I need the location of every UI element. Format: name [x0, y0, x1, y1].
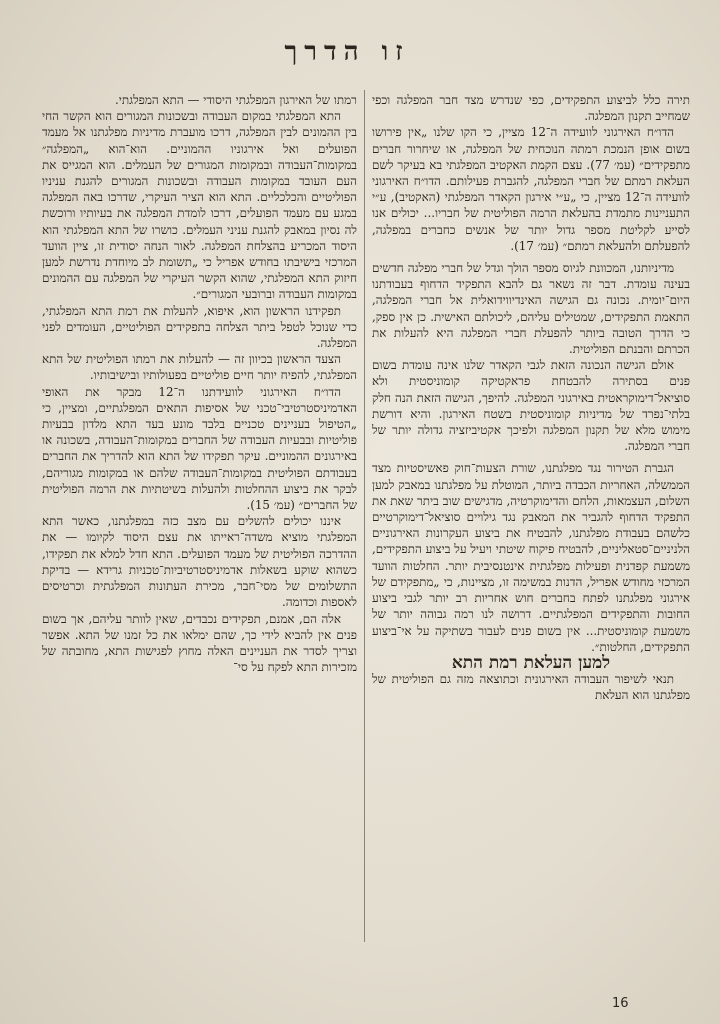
paragraph: הדו״ח האירגוני לוועידתנו ה־12 מבקר את האופי האדמיניסטרטיבי־טכני של אסיפות התאים המפלגתיים, ומציין, כי „הטיפול בעניינים טכניים בלבד מונע בעד התא מלדון בבעיות פוליטיות ובבעיות העבודה של החברים במקומות־העבודה, בשכונה או באירגונים ההמוניים. עיקר תפקידו של התא הוא להדריך את החברים בעבודתם הפוליטית במקומות־העבודה שלהם או במקומות מגוריהם, לבקר את ביצוע ההחלטות ולהעלות בשיטתיות את הרמה הפוליטית של החברים״ (עמ׳ 15). — [42, 384, 357, 513]
paragraph: הדו״ח האירגוני לוועידה ה־12 מציין, כי הקו שלנו „אין פירושו בשום אופן הנמכת רמתה הנוכחית של המפלגה, או שיחרור חברים מתפקידים״ (עמ׳ 77). עצם הקמת האקטיב המפלגתי בא בעיקר לשם העלאת רמתם של חברי המפלגה, להגברת פעילותם. הדו״ח האירגוני לוועידה ה־12 מציין, כי „ע״י אירגון הקאדר המפלגתי (האקטיב), ע״י התעניינות מתמדת בהעלאת הרמה הפוליטית של חבריו... יכולים אנו לסייע לקליטת מספר גדול יותר של אנשים כחברים במפלגה, להפעלתם ולהעלאת רמתם״ (עמ׳ 17). — [372, 125, 690, 253]
paragraph: תירה כלל לביצוע התפקידים, כפי שנדרש מצד חבר המפלגה וכפי שמחייב תקנון המפלגה. — [372, 93, 690, 124]
paragraph: הצעד הראשון בכיוון זה — להעלות את רמתו הפוליטית של התא המפלגתי, להפיח יותר חיים פוליטיים בפעולותיו ובישיבותיו. — [42, 352, 357, 383]
paragraph: מדיניותנו, המכוונת לגיוס מספר הולך וגדל של חברי מפלגה חדשים בעינה עומדת. דבר זה נשאר גם להבא התפקיד הדחוף בעבודתנו היום־יומית. נכונה גם הגישה האינדיווידואלית אל חברי המפלגה, התאמת התפקידים, שמטילים עליהם, ליכולתם האישית. כן אין ספק, כי הדרך הטובה ביותר להפעלת חברי המפלגה היא להעלות את הכרתם והבנתם הפוליטית. — [372, 261, 690, 357]
section-heading: למען העלאת רמת התא — [451, 652, 611, 673]
page-number: 16 — [612, 996, 629, 1011]
paragraph: הגברת הטירור נגד מפלגתנו, שורת הצעות־חוק פאשיסטיות מצד הממשלה, האחריות הכבדה ביותר, המוטלת על מפלגתנו במאבק למען השלום, העצמאות, הלחם והדימוקרטיה, מדגישים שוב ביתר שאת את התפקיד הדחוף להגביר את המאבק נגד גילויים סוציאל־דימוקרטיים כלשהם בעבודת מפלגתנו, להבטיח את ביצוע העקרונות האירגוניים הלניניים־סטאליניים, להבטיח פיקוח שיטתי ויעיל על ביצוע התפקידים, משמעת קפדנית ופעילות מפלגתית אינטנסיבית יותר. החלטות הוועד המרכזי מחודש אפריל, הדנות במשימה זו, מציינות, כי „מתפקידם של אירגוני מפלגתנו לפתח בחברים חוש אחריות רב יותר לגבי ביצוע החובות והתפקידים המפלגתיים. דרושה לנו רמה גבוהה יותר של משמעת קומוניסטית... אין בשום פנים לעבור בשתיקה על אי־ביצוע התפקידים, החלטות״. — [372, 461, 690, 654]
paragraph: אלה הם, אמנם, תפקידים נכבדים, שאין לוותר עליהם, אך בשום פנים אין להביא לידי כך, שהם ימלאו את כל זמנו של התא. אפשר וצריך לסדר את העניינים האלה מחוץ לפגישות התא, מחובתה של מזכירות התא לפקח על סי־ — [42, 611, 357, 675]
running-title: זו הדרך — [284, 37, 410, 67]
paragraph: אולם הגישה הנכונה הזאת לגבי הקאדר שלנו אינה עומדת בשום פנים בסתירה להבטחת פראקטיקה קומוניסטית ולא סוציאל־דימוקראטית באירגוני המפלגה. להיפך, הגישה הזאת הנה חלק בלתי־נפרד של מדיניות קומוניסטית בשטח האירגון. והיא דורשת מימוש מלא של תקנון המפלגה ולפיכך אקטיביזציה גדולה יותר של חברי המפלגה. — [372, 358, 690, 454]
paragraph: תפקידנו הראשון הוא, איפוא, להעלות את רמת התא המפלגתי, כדי שנוכל לטפל ביתר הצלחה בתפקידים הפוליטיים, העומדים לפני המפלגה. — [42, 303, 357, 351]
right-column — [372, 92, 690, 704]
paragraph: התא המפלגתי במקום העבודה ובשכונות המגורים הוא הקשר החי בין ההמונים לבין המפלגה, דרכו מועברת מדיניות מפלגתנו אל מעמד הפועלים ואל אירגוניו ההמוניים. הוא־הוא „המפלגה״ במקומות־העבודה ובמקומות המגורים של העמלים. הוא המגייס את העם העובד במקומות העבודה ובשכונות המגורים להגנת עניניו הפוליטיים והכלכליים. התא הוא הציר העיקרי, שדרכו באה המפלגה במגע עם מעמד הפועלים, דרכו לומדת המפלגה את בעיותיו ורוכשת לה נסיון במאבק להגנת עניני העמלים. כושרו של התא המפלגתי הוא היסוד המכריע בהצלחת המפלגה. לאור הנחה יסודית זו, ציין הוועד המרכזי בישיבתו בחודש אפריל כי „תשומת לב מיוחדת נדרשת למען חיזוק התא המפלגתי, שהוא הקשר העיקרי של המפלגה עם ההמונים במקומות העבודה וברובעי המגורים״. — [42, 109, 357, 302]
column-divider — [364, 90, 365, 942]
paragraph: איננו יכולים להשלים עם מצב כזה במפלגתנו, כאשר התא המפלגתי מוציא משדה־ראייתו את עצם היסוד לקיומו — את ההדרכה הפוליטית של מעמד הפועלים. התא חדל למלא את תפקידו, כשהוא שוקע בשאלות אדמיניסטרטיביות־טכניות גרידא — בדיקת התשלומים של מסי־חבר, מכירת העתונות המפלגתית וכרטיסים לאספות וכדומה. — [42, 514, 357, 610]
paragraph: תנאי לשיפור העבודה האירגונית וכתוצאה מזה גם הפוליטית של מפלגתנו הוא העלאת — [372, 672, 690, 703]
left-column — [42, 92, 357, 675]
paragraph: רמתו של האירגון המפלגתי היסודי — התא המפלגתי. — [115, 93, 357, 107]
